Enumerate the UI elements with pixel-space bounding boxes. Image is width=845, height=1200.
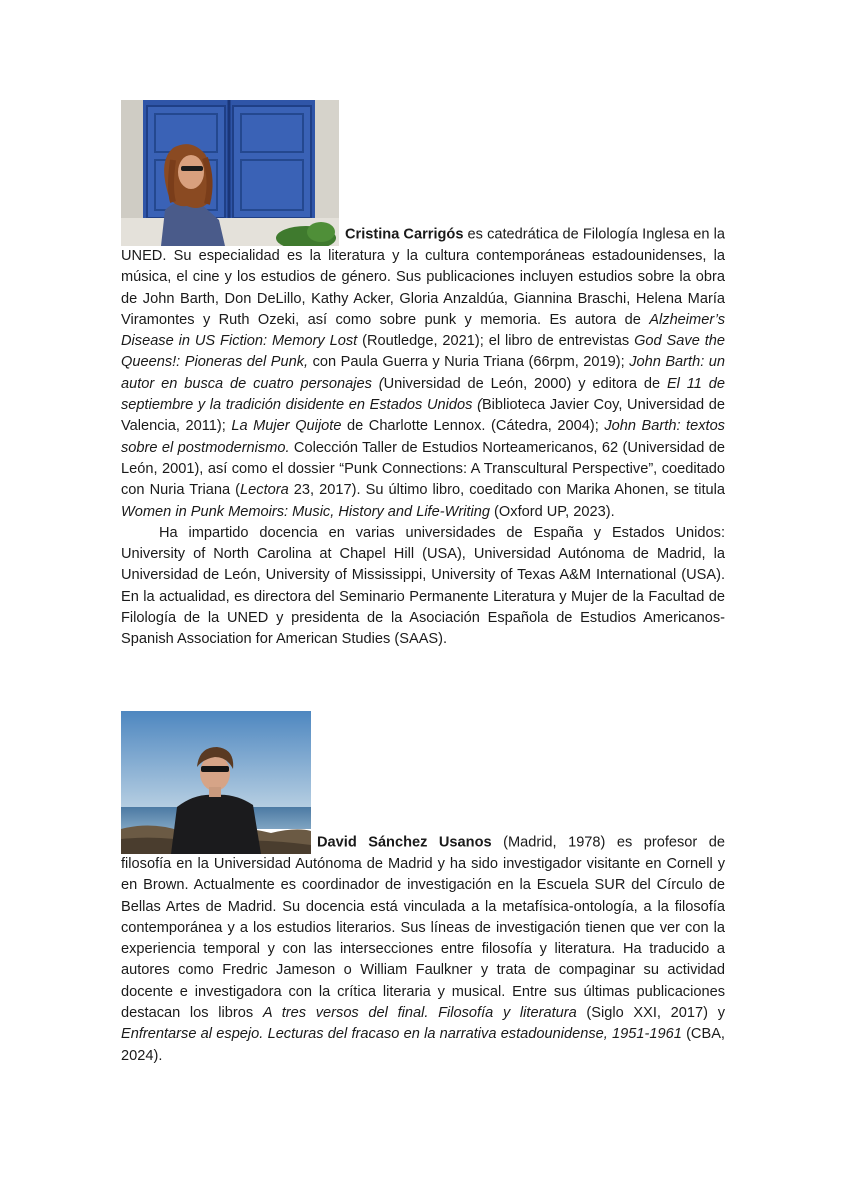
woman-blue-door-photo (121, 100, 339, 246)
bio2-p1-body (121, 835, 725, 1064)
text-run: (Madrid, 1978) es profesor de filosofía en la Universidad Autónoma de Madrid y ha sido investigador visitante en Cornell y en Brown. Actualmente es coordinador de investigación en la Escuela SUR del Círculo de Bellas Artes de Madrid. Su docencia está vinculada a la metafísica-ontología, a la filosofía contemporánea y a los estudios literarios. Sus líneas de investigación tienen que ver con la experiencia temporal y con las intersecciones entre filosofía y literatura. Ha traducido a autores como Fredric Jameson o William Faulkner y trata de compaginar su actividad docente e investigadora con la crítica literaria y musical. Entre sus últimas publicaciones destacan los libros (121, 834, 725, 1022)
text-run: (Routledge, 2021); el libro de entrevistas (357, 333, 635, 350)
text-run: 23, 2017). Su último libro, coeditado con Marika Ahonen, se titula (288, 482, 725, 499)
bio2-name: David Sánchez Usanos (317, 834, 492, 851)
italic-run: John Barth: textos sobre el postmodernismo. (121, 418, 725, 456)
italic-run: La Mujer Quijote (231, 418, 342, 435)
text-run: de Charlotte Lennox. (Cátedra, 2004); (341, 418, 605, 435)
italic-run: A tres versos del final. Filosofía y literatura (262, 1005, 577, 1022)
italic-run: Alzheimer’s Disease in US Fiction: Memory Lost (121, 311, 725, 350)
bio1-name: Cristina Carrigós (345, 226, 464, 243)
text-run: (Siglo XXI, 2017) y (576, 1005, 725, 1022)
text-run: Biblioteca Javier Coy, Universidad de Valencia, 2011); (121, 397, 725, 435)
bio-cristina-carrigos (121, 100, 725, 651)
bio1-paragraph-2: Ha impartido docencia en varias universidades de España y Estados Unidos: University of North Carolina at Chapel Hill (USA), Universidad Autónoma de Madrid, la Universidad de León, University of Mississippi, University of Texas A&M International (USA). En la actualidad, es directora del Seminario Permanente Literatura y Mujer de la Facultad de Filología de la UNED y presidenta de la Asociación Española de Estudios Americanos-Spanish Association for American Studies (SAAS). (121, 524, 725, 648)
italic-run: Lectora (240, 482, 289, 499)
italic-run: God Save the Queens!: Pioneras del Punk, (121, 333, 725, 371)
text-run: con Paula Guerra y Nuria Triana (66rpm, 2019); (308, 354, 630, 371)
bio1-paragraph-1 (121, 100, 725, 523)
italic-run: Women in Punk Memoirs: Music, History and Life-Writing (121, 503, 490, 520)
text-run: Colección Taller de Estudios Norteamericanos, 62 ( (289, 439, 628, 456)
bio2-paragraph-1 (121, 711, 725, 1067)
italic-run: John Barth: un autor en busca de cuatro personajes ( (121, 354, 725, 392)
italic-run: Enfrentarse al espejo. Lecturas del fracaso en la narrativa estadounidense, 1951-1961 (121, 1026, 682, 1043)
man-seaside-photo (121, 711, 311, 854)
bio-david-sanchez-usanos (121, 711, 725, 1067)
text-run: Universidad de León, 2001), así como el dossier “Punk Connections: A Transcultural Perspective”, coeditado con Nuria Triana ( (121, 439, 725, 499)
text-run: (CBA, 2024). (121, 1026, 725, 1064)
text-run: Universidad de León, 2000) y editora de (383, 375, 667, 392)
italic-run: El 11 de septiembre y la tradición disidente en Estados Unidos ( (121, 375, 726, 414)
bio1-p1-body (121, 227, 725, 520)
text-run: (Oxford UP, 2023). (490, 503, 615, 520)
text-run: es catedrática de Filología Inglesa en la UNED. Su especialidad es la literatura y la cultura contemporáneas estadounidenses, la música, el cine y los estudios de género. Sus publicaciones incluyen estudios sobre la obra de John Barth, Don DeLillo, Kathy Acker, Gloria Anzaldúa, Giannina Braschi, Helena María Viramontes y Ruth Ozeki, así como sobre punk y memoria. Es autora de (121, 226, 725, 328)
